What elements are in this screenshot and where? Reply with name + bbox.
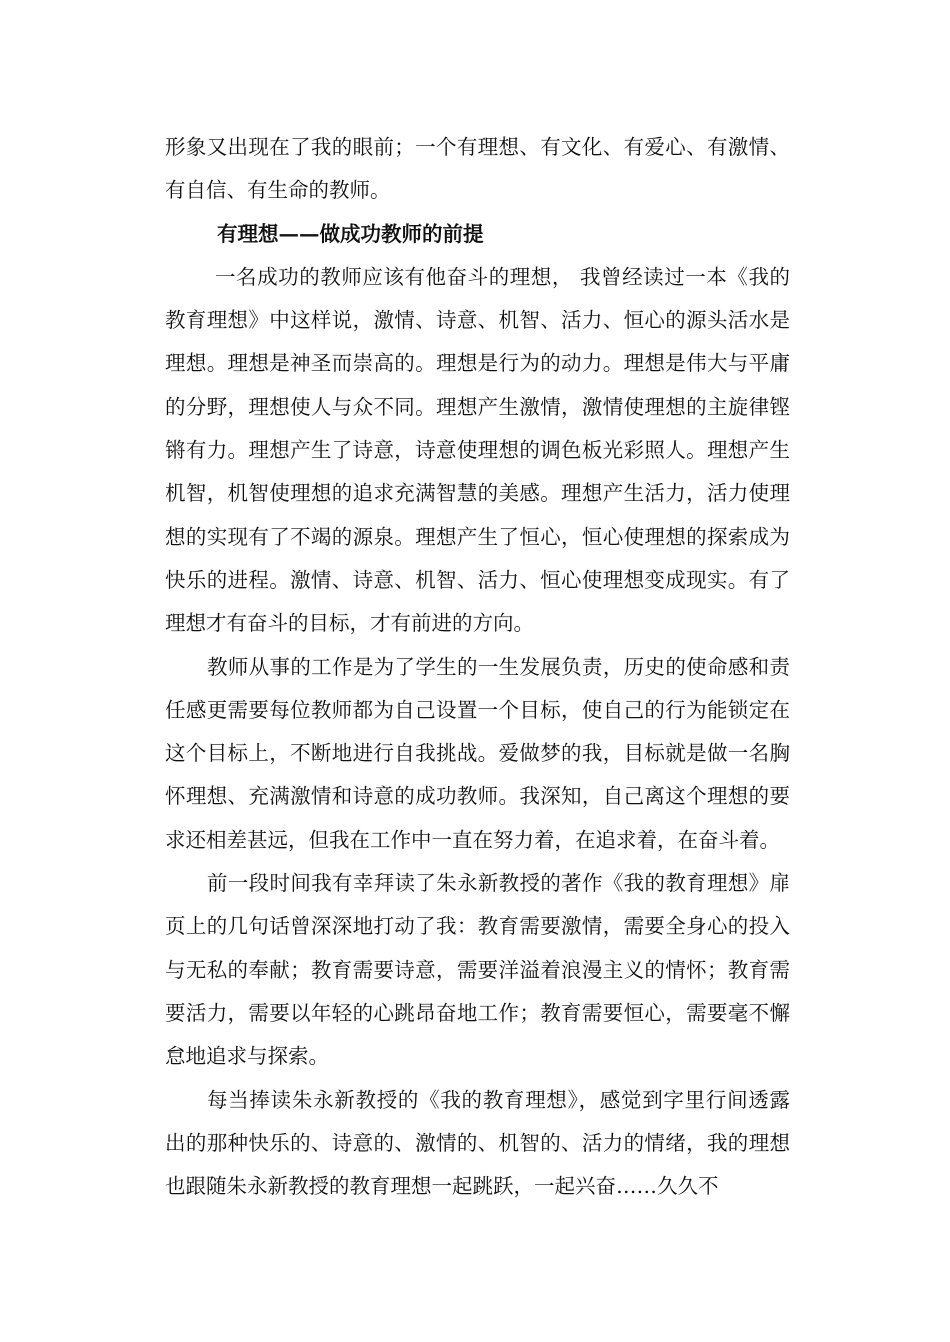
document-body bbox=[165, 126, 790, 1208]
section-heading: 有理想——做成功教师的前提 bbox=[217, 221, 484, 246]
paragraph-1: 一名成功的教师应该有他奋斗的理想， 我曾经读过一本《我的教育理想》中这样说，激情、诗意、机智、活力、恒心的源头活水是理想。理想是神圣而崇高的。理想是行为的动力。理想是伟大与平庸的分野，理想使人与众不同。理想产生激情，激情使理想的主旋律铿锵有力。理想产生了诗意，诗意使理想的调色板光彩照人。理想产生机智，机智使理想的追求充满智慧的美感。理想产生活力，活力使理想的实现有了不竭的源泉。理想产生了恒心，恒心使理想的探索成为快乐的进程。激情、诗意、机智、活力、恒心使理想变成现实。有了理想才有奋斗的目标，才有前进的方向。 bbox=[165, 264, 790, 636]
paragraph-2: 教师从事的工作是为了学生的一生发展负责，历史的使命感和责任感更需要每位教师都为自己设置一个目标，使自己的行为能锁定在这个目标上，不断地进行自我挑战。爱做梦的我，目标就是做一名胸怀理想、充满激情和诗意的成功教师。我深知，自己离这个理想的要求还相差甚远，但我在工作中一直在努力着，在追求着，在奋斗着。 bbox=[165, 654, 790, 852]
intro-paragraph: 形象又出现在了我的眼前；一个有理想、有文化、有爱心、有激情、有自信、有生命的教师。 bbox=[165, 135, 790, 203]
paragraph-4: 每当捧读朱永新教授的《我的教育理想》，感觉到字里行间透露出的那种快乐的、诗意的、激情的、机智的、活力的情绪，我的理想也跟随朱永新教授的教育理想一起跳跃，一起兴奋……久久不 bbox=[165, 1087, 790, 1199]
paragraph-3: 前一段时间我有幸拜读了朱永新教授的著作《我的教育理想》扉页上的几句话曾深深地打动了我：教育需要激情，需要全身心的投入与无私的奉献；教育需要诗意，需要洋溢着浪漫主义的情怀；教育需要活力，需要以年轻的心跳昂奋地工作；教育需要恒心，需要毫不懈怠地追求与探索。 bbox=[165, 871, 790, 1069]
